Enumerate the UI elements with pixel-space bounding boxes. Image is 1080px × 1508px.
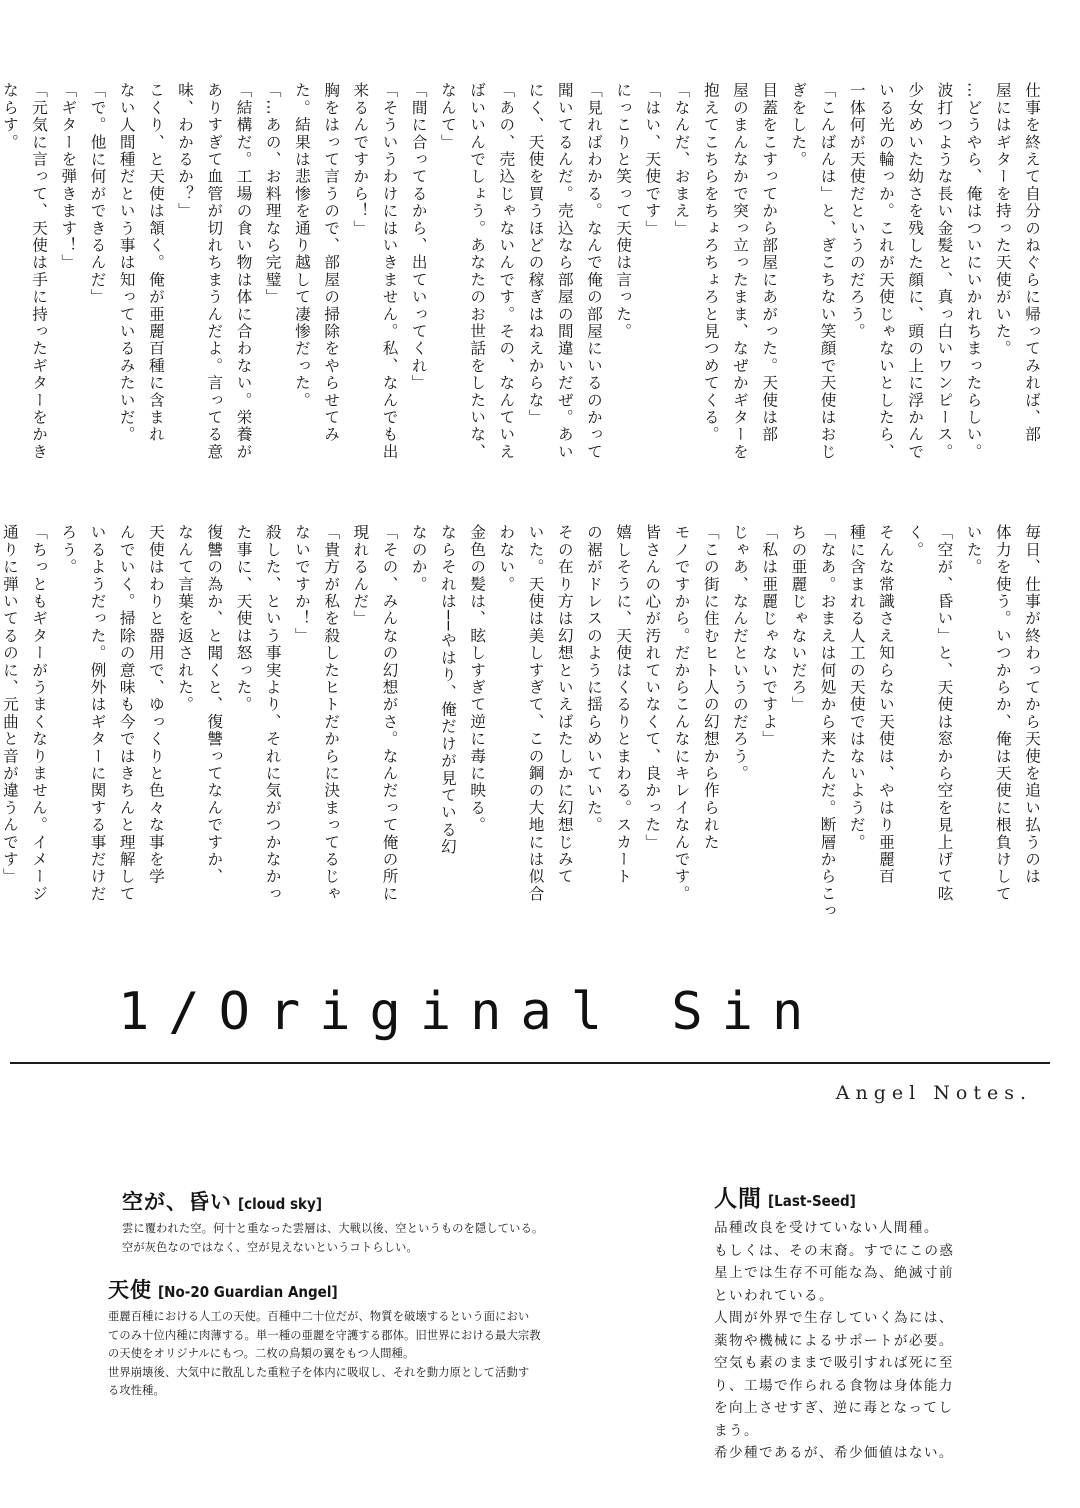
story-line: 現れるんだ」 xyxy=(351,524,370,628)
glossary-line: 品種改良を受けていない人間種。 xyxy=(714,1220,939,1236)
story-line: 「ギターを弾きます！」 xyxy=(59,82,78,272)
glossary-body xyxy=(122,1220,692,1257)
glossary-entry-angel xyxy=(108,1274,698,1401)
glossary-body xyxy=(714,1217,1044,1465)
glossary-line: 希少種であるが、希少価値はない。 xyxy=(714,1445,954,1461)
story-line: 一体何が天使だというのだろう。 xyxy=(847,82,866,340)
story-column-upper xyxy=(0,82,1046,497)
story-line: 毎日、仕事が終わってから天使を追い払うのは xyxy=(1023,524,1041,886)
story-line: く。 xyxy=(906,524,925,559)
story-line: 「元気に言って、天使は手に持ったギターをかき xyxy=(30,82,49,461)
chapter-title: 1/Original Sin xyxy=(118,982,823,1042)
story-line: 抱えてこちらをちょろちょろと見つめてくる。 xyxy=(701,82,720,444)
story-line: 屋にはギターを持った天使がいた。 xyxy=(993,82,1012,358)
story-line: 金色の髪は、眩しすぎて逆に毒に映る。 xyxy=(468,524,487,834)
story-column-lower xyxy=(0,524,1046,936)
story-line: ありすぎて血管が切れちまうんだよ。言ってる意 xyxy=(205,82,224,461)
story-line: ろう。 xyxy=(59,524,78,576)
glossary-line: 雲に覆われた空。何十と重なった雲層は、大戦以後、空というものを隠している。 xyxy=(122,1222,544,1235)
story-line: 「その、みんなの幻想がさ。なんだって俺の所に xyxy=(380,524,399,903)
story-line: 「なあ。おまえは何処から来たんだ。断層からこっ xyxy=(818,524,837,920)
glossary-line: 世界崩壊後、大気中に散乱した重粒子を体内に吸収し、それを動力原として活動す xyxy=(108,1365,530,1379)
story-line: 味、わかるか？」 xyxy=(176,82,195,220)
glossary-line: り、工場で作られる食物は身体能力 xyxy=(714,1377,954,1394)
story-line: 殺した、という事実より、それに気がつかなかっ xyxy=(263,524,282,903)
glossary-line: てのみ十位内種に肉薄する。単一種の亜麗を守護する郡体。旧世界における最大宗教 xyxy=(108,1328,541,1342)
story-line: なのか。 xyxy=(409,524,428,593)
glossary-line: 人間が外界で生存していく為には、 xyxy=(714,1310,954,1326)
story-line: ないですか！」 xyxy=(292,524,311,645)
story-line: にく、天使を買うほどの稼ぎはねえからな」 xyxy=(526,82,545,426)
story-line: わない。 xyxy=(497,524,516,593)
glossary-term-en: [No-20 Guardian Angel] xyxy=(158,1283,338,1301)
story-line: 復讐の為か、と聞くと、復讐ってなんですか、 xyxy=(205,524,224,886)
story-line: 「はい、天使です」 xyxy=(643,82,662,237)
story-line: ぎをした。 xyxy=(789,82,808,168)
story-line: 「なんだ、おまえ」 xyxy=(672,82,691,237)
story-line: ない人間種だという事は知っているみたいだ。 xyxy=(117,82,136,444)
story-line: モノですから。だからこんなにキレイなんです。 xyxy=(672,524,691,903)
story-line: 「貴方が私を殺したヒトだからに決まってるじゃ xyxy=(322,524,341,903)
glossary-term-en: [Last-Seed] xyxy=(768,1192,856,1210)
glossary-term-en: [cloud sky] xyxy=(238,1195,322,1213)
story-line: 通りに弾いてるのに、元曲と音が違うんです」 xyxy=(0,524,19,886)
story-line: その在り方は幻想といえばたしかに幻想じみて xyxy=(555,524,574,886)
story-line: 目蓋をこすってから部屋にあがった。天使は部 xyxy=(760,82,779,444)
glossary-line: 亜麗百種における人工の天使。百種中二十位だが、物質を破壊するという面におい xyxy=(108,1310,530,1323)
story-line: 体力を使う。いつからか、俺は天使に根負けして xyxy=(993,524,1012,903)
glossary-term: 人間 xyxy=(714,1186,762,1212)
story-line: 波打つような長い金髪と、真っ白いワンピース。 xyxy=(935,82,954,461)
story-line: いるようだった。例外はギターに関する事だけだ xyxy=(88,524,107,903)
story-line: 「見ればわかる。なんで俺の部屋にいるのかって xyxy=(584,82,603,461)
story-line: こくり、と天使は頷く。俺が亜麗百種に含まれ xyxy=(146,82,165,444)
story-line: 「そういうわけにはいきません。私、なんでも出 xyxy=(380,82,399,461)
glossary-line: 空気も素のままで吸引すれば死に至 xyxy=(714,1355,954,1371)
story-line: 「私は亜麗じゃないですよ」 xyxy=(760,524,779,748)
story-line: いる光の輪っか。これが天使じゃないとしたら、 xyxy=(876,82,895,461)
glossary-entry-sky xyxy=(122,1186,692,1257)
story-line: 「空が、昏い」と、天使は窓から空を見上げて呟 xyxy=(935,524,954,903)
story-line: ならそれは──やはり、俺だけが見ている幻 xyxy=(438,524,457,856)
glossary-line: の天使をオリジナルにもつ。二枚の鳥類の翼をもつ人間種。 xyxy=(108,1347,415,1360)
story-line: んでいく。掃除の意味も今ではきちんと理解して xyxy=(117,524,136,903)
story-line: 「ちっともギターがうまくなりません。イメージ xyxy=(30,524,49,903)
story-line: た。結果は悲惨を通り越して凄惨だった。 xyxy=(292,82,311,409)
glossary-term: 空が、昏い xyxy=(122,1190,232,1214)
story-line: 聞いてるんだ。売込なら部屋の間違いだぜ。あい xyxy=(555,82,574,461)
story-line: …どうやら、俺はついにいかれちまったらしい。 xyxy=(964,82,983,461)
story-line: 天使はわりと器用で、ゆっくりと色々な事を学 xyxy=(146,524,165,886)
story-line: 種に含まれる人工の天使ではないようだ。 xyxy=(847,524,866,851)
divider-rule xyxy=(10,1062,1050,1064)
story-line: 「こんばんは」と、ぎこちない笑顔で天使はおじ xyxy=(818,82,837,461)
story-line: 胸をはって言うので、部屋の掃除をやらせてみ xyxy=(322,82,341,444)
story-line: ちの亜麗じゃないだろ」 xyxy=(789,524,808,714)
story-line: ばいいんでしょう。あなたのお世話をしたいな、 xyxy=(468,82,487,461)
glossary-line: といわれている。 xyxy=(714,1287,834,1304)
story-line: なんて言葉を返された。 xyxy=(176,524,195,714)
story-line: 「で。他に何ができるんだ」 xyxy=(88,82,107,306)
story-line: ならす。 xyxy=(0,82,19,151)
story-line: にっこりと笑って天使は言った。 xyxy=(614,82,633,340)
story-line: 「あの、売込じゃないんです。その、なんていえ xyxy=(497,82,516,461)
story-line: 「…あの、お料理なら完璧」 xyxy=(263,82,282,306)
story-line: 少女めいた幼さを残した顔に、頭の上に浮かんで xyxy=(906,82,925,461)
story-line: 仕事を終えて自分のねぐらに帰ってみれば、部 xyxy=(1023,82,1041,444)
notes-subtitle: Angel Notes. xyxy=(835,1082,1032,1104)
story-line: 来るんですから！」 xyxy=(351,82,370,237)
glossary-line: 薬物や機械によるサポートが必要。 xyxy=(714,1332,954,1349)
story-line: 嬉しそうに、天使はくるりとまわる。スカート xyxy=(614,524,633,886)
glossary-line: る攻性種。 xyxy=(108,1384,165,1397)
story-line: の裾がドレスのように揺らめいていた。 xyxy=(584,524,603,834)
glossary-line: もしくは、その末裔。すでにこの惑 xyxy=(714,1242,955,1259)
story-line: 「この街に住むヒト人の幻想から作られた xyxy=(701,524,720,851)
story-line: いた。 xyxy=(964,524,983,576)
story-line: じゃあ、なんだというのだろう。 xyxy=(730,524,749,782)
glossary-line: 星上では生存不可能な為、絶滅寸前 xyxy=(714,1265,954,1281)
story-line: 「間に合ってるから、出ていってくれ」 xyxy=(409,82,428,392)
glossary-line: を向上させすぎ、逆に毒となってし xyxy=(714,1400,954,1416)
story-line: 皆さんの心が汚れていなくて、良かった」 xyxy=(643,524,662,851)
story-line: 「結構だ。工場の食い物は体に合わない。栄養が xyxy=(234,82,253,461)
glossary-line: まう。 xyxy=(714,1422,759,1439)
story-line: なんて」 xyxy=(438,82,457,151)
story-line: いた。天使は美しすぎて、この鋼の大地には似合 xyxy=(526,524,545,903)
glossary-line: 空が灰色なのではなく、空が見えないというコトらしい。 xyxy=(122,1240,418,1254)
glossary-term: 天使 xyxy=(108,1278,152,1302)
story-line: 屋のまんなかで突っ立ったまま、なぜかギターを xyxy=(730,82,749,461)
glossary-entry-human xyxy=(714,1180,1044,1465)
story-line: た事に、天使は怒った。 xyxy=(234,524,253,714)
story-line: そんな常識さえ知らない天使は、やはり亜麗百 xyxy=(876,524,895,886)
glossary-body xyxy=(108,1308,698,1401)
